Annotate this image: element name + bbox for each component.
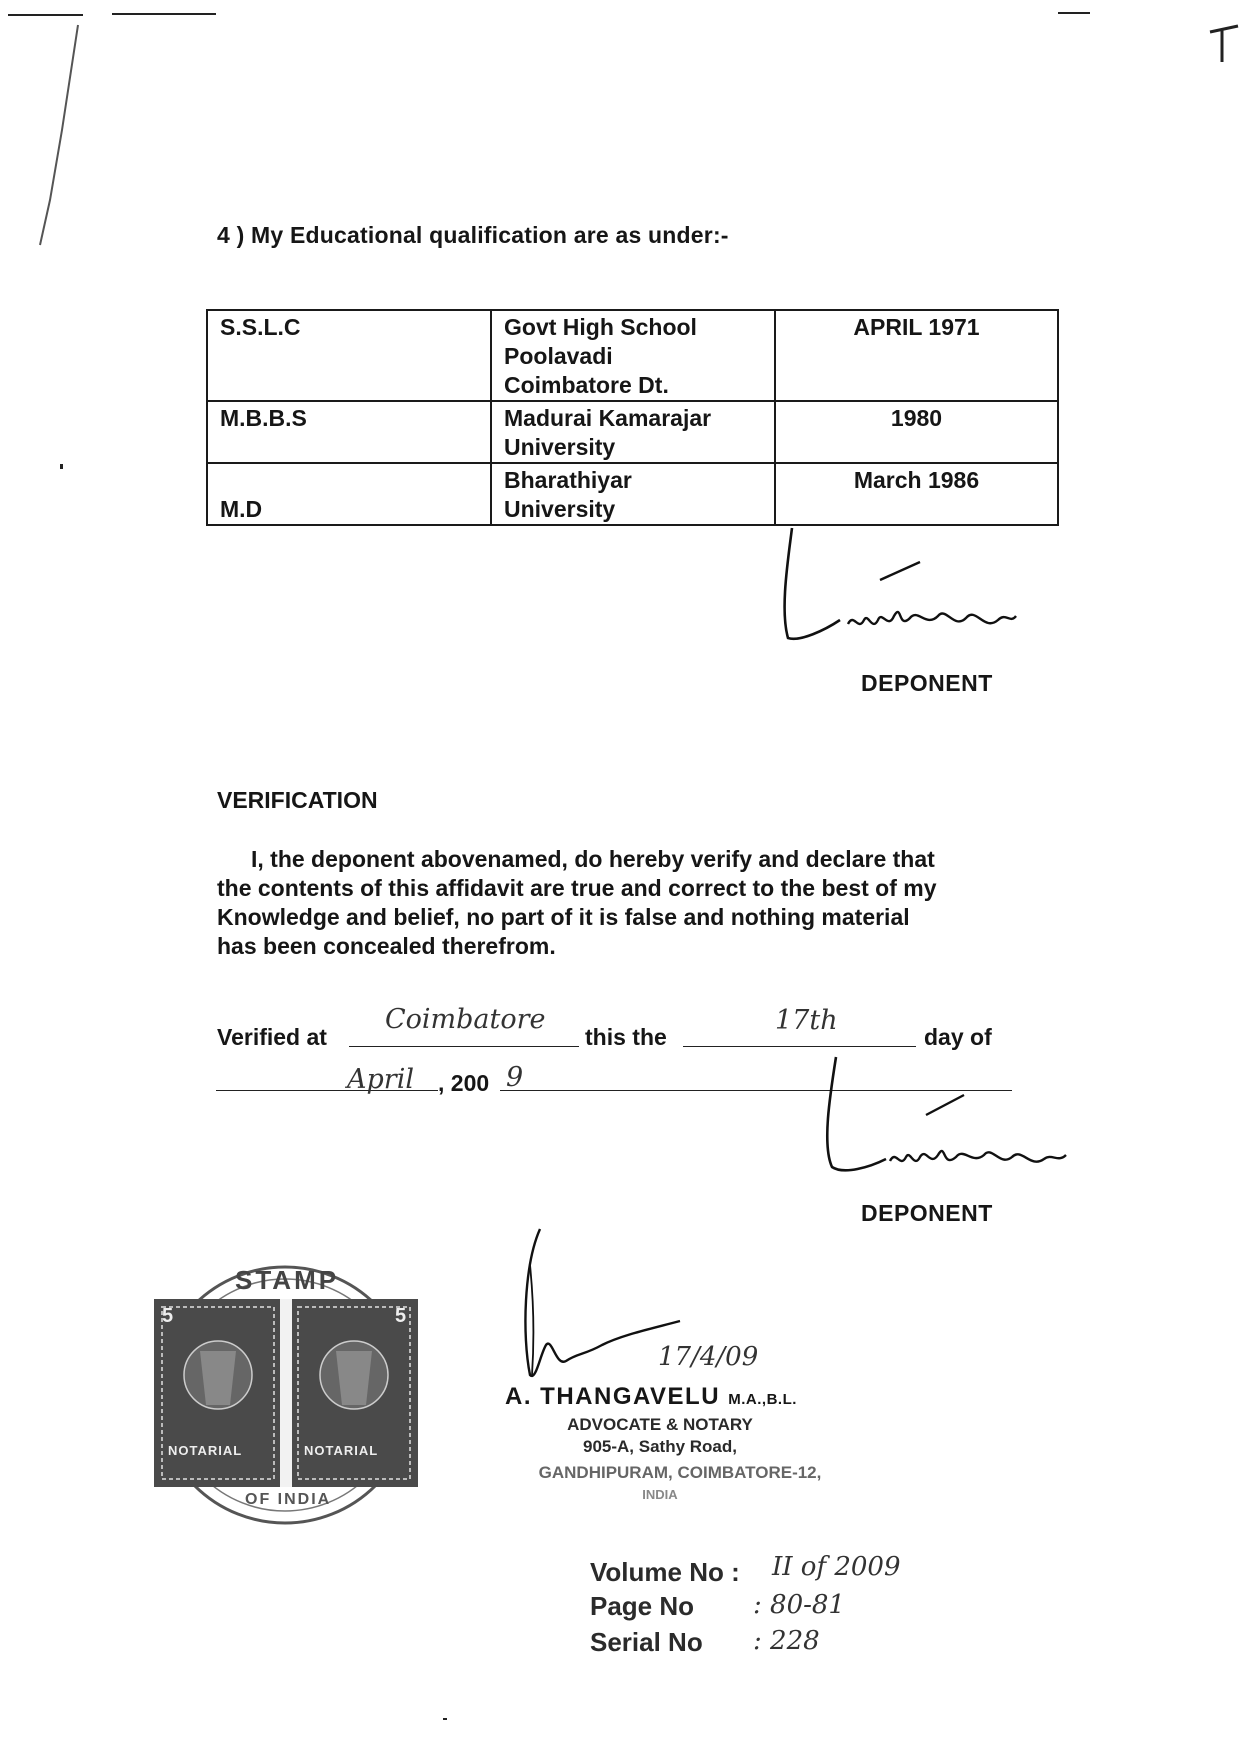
- page-label: Page No: [590, 1591, 695, 1621]
- verification-line: has been concealed therefrom.: [217, 933, 556, 959]
- notary-signature-date: 17/4/09: [658, 1342, 759, 1372]
- seal-bottom-text: OF INDIA: [245, 1491, 332, 1508]
- course-cell: M.D: [207, 463, 491, 525]
- notary-name: A. THANGAVELU: [505, 1383, 721, 1410]
- scan-dot: [443, 1718, 447, 1720]
- section-heading: 4 ) My Educational qualification are as under:-: [217, 222, 729, 248]
- scan-mark-top-left: [8, 14, 83, 16]
- institution-line: Bharathiyar: [504, 467, 632, 493]
- institution-cell: [491, 463, 775, 525]
- day-of-label: day of: [924, 1024, 992, 1050]
- stamp-label-right: NOTARIAL: [304, 1443, 379, 1458]
- date-cell: March 1986: [775, 463, 1058, 525]
- stamp-denomination-left: 5: [162, 1305, 174, 1327]
- notary-seal: [140, 1255, 430, 1525]
- verified-at-label: Verified at: [217, 1024, 327, 1050]
- notary-address-2: GANDHIPURAM, COIMBATORE-12,: [538, 1463, 822, 1482]
- verification-title: VERIFICATION: [217, 787, 378, 813]
- verification-line: the contents of this affidavit are true and correct to the best of my: [217, 875, 937, 901]
- verification-line: I, the deponent abovenamed, do hereby verify and declare that: [251, 846, 935, 872]
- institution-cell: [491, 401, 775, 463]
- verification-line: Knowledge and belief, no part of it is false and nothing material: [217, 904, 910, 930]
- course-cell: M.B.B.S: [207, 401, 491, 463]
- scan-corner-right: [1200, 10, 1242, 70]
- notary-country: INDIA: [642, 1487, 678, 1502]
- day-handwritten: 17th: [775, 1005, 838, 1036]
- deponent-signature-1: [770, 520, 1050, 655]
- deponent-label-2: DEPONENT: [861, 1200, 993, 1226]
- scan-mark-top-left-2: [112, 13, 216, 15]
- stamp-label-left: NOTARIAL: [168, 1443, 243, 1458]
- date-cell: APRIL 1971: [775, 310, 1058, 401]
- institution-line: Madurai Kamarajar: [504, 405, 712, 431]
- serial-value: : 228: [753, 1626, 820, 1656]
- institution-line: University: [504, 496, 616, 522]
- institution-cell: [491, 310, 775, 401]
- verification-body: [217, 845, 1077, 961]
- institution-line: Coimbatore Dt.: [504, 372, 669, 398]
- institution-line: University: [504, 434, 616, 460]
- scan-streak-left: [10, 20, 90, 250]
- year-digit-handwritten: 9: [506, 1062, 524, 1093]
- stamp-denomination-right: 5: [395, 1305, 407, 1327]
- verified-at-handwritten: Coimbatore: [385, 1004, 546, 1035]
- deponent-label-1: DEPONENT: [861, 670, 993, 696]
- day-underline: [683, 1046, 916, 1047]
- volume-value: II of 2009: [772, 1552, 901, 1582]
- page-value: : 80-81: [753, 1590, 845, 1620]
- year-prefix: , 200: [438, 1070, 490, 1096]
- institution-line: Poolavadi: [504, 343, 613, 369]
- scan-dot: [60, 464, 63, 469]
- serial-label: Serial No: [590, 1627, 703, 1657]
- institution-line: Govt High School: [504, 314, 697, 340]
- month-handwritten: April: [347, 1064, 414, 1095]
- seal-top-text: STAMP: [235, 1265, 340, 1295]
- date-cell: 1980: [775, 401, 1058, 463]
- course-cell: S.S.L.C: [207, 310, 491, 401]
- notary-name-line: [505, 1383, 797, 1411]
- this-the-label: this the: [585, 1024, 667, 1050]
- notary-address-1: 905-A, Sathy Road,: [583, 1437, 737, 1456]
- deponent-signature-2: [800, 1055, 1090, 1190]
- scan-mark-top-right: [1058, 12, 1090, 14]
- table-row: [207, 463, 1058, 525]
- qualification-table: [206, 309, 1059, 526]
- verified-at-underline: [349, 1046, 579, 1047]
- table-row: [207, 310, 1058, 401]
- volume-label: Volume No :: [590, 1557, 740, 1587]
- table-row: [207, 401, 1058, 463]
- notary-title: ADVOCATE & NOTARY: [567, 1415, 753, 1434]
- notary-degree: M.A.,B.L.: [728, 1391, 797, 1408]
